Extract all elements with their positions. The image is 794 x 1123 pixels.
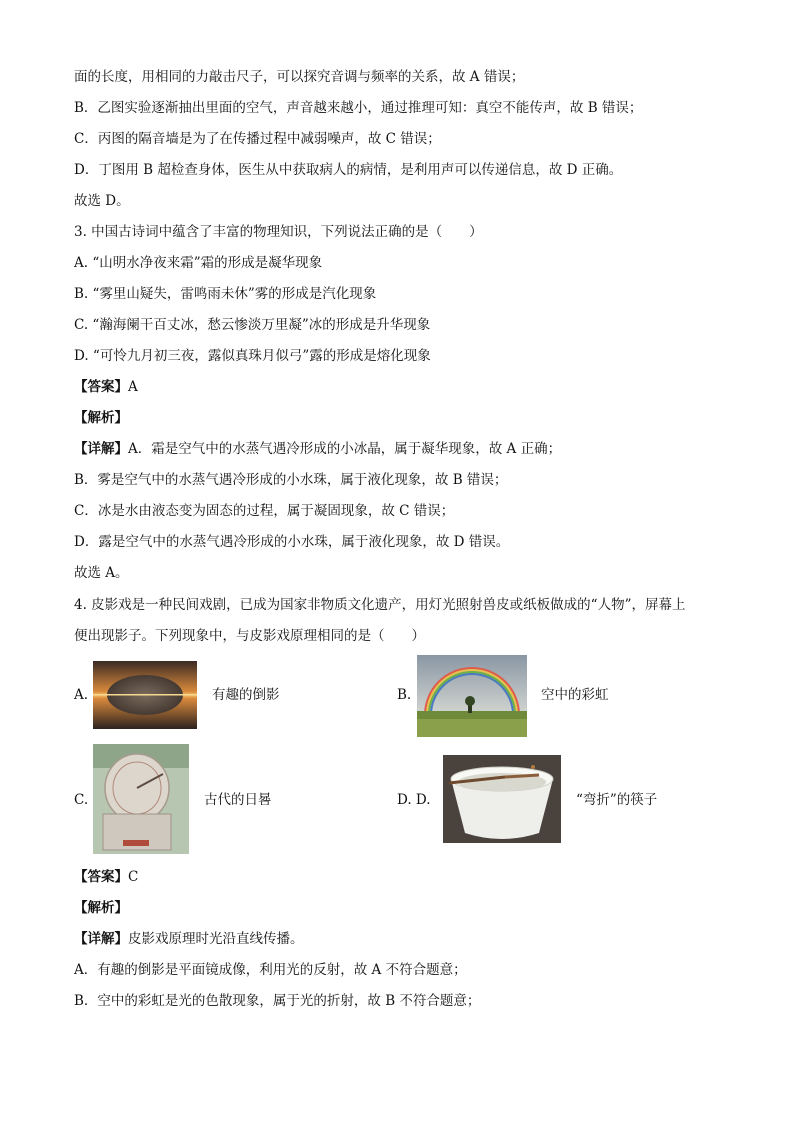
detail-tag: 【详解】 [74, 931, 128, 947]
question-3-answer [74, 378, 138, 396]
question-3-detail-d: D．露是空气中的水蒸气遇冷形成的小水珠，属于液化现象，故 D 错误。 [74, 534, 510, 550]
question-3-option-c: C. “瀚海阑干百丈冰，愁云惨淡万里凝”冰的形成是升华现象 [74, 317, 431, 333]
question-3-detail-a [74, 440, 561, 458]
text-line: D．丁图用 B 超检查身体，医生从中获取病人的病情，是利用声可以传递信息，故 D 正确。 [74, 162, 623, 178]
question-4-detail-intro [74, 930, 304, 948]
question-3-option-d: D. “可怜九月初三夜，露似真珠月似弓”露的形成是熔化现象 [74, 348, 431, 364]
question-3-option-b: B. “雾里山疑失，雷鸣雨未休”雾的形成是汽化现象 [74, 286, 377, 302]
detail-text: A．霜是空气中的水蒸气遇冷形成的小冰晶，属于凝华现象，故 A 正确； [128, 441, 562, 457]
answer-value: C [128, 869, 139, 885]
detail-text: 皮影戏原理时光沿直线传播。 [128, 931, 304, 947]
analysis-tag: 【解析】 [74, 410, 128, 426]
text-line: 故选 D。 [74, 193, 130, 209]
text-line: B．乙图实验逐渐抽出里面的空气，声音越来越小，通过推理可知：真空不能传声，故 B 错误； [74, 100, 643, 116]
question-4-stem-line2: 便出现影子。下列现象中，与皮影戏原理相同的是（ ） [74, 628, 425, 644]
option-d-label: D. D. [397, 792, 431, 808]
question-3-analysis [74, 409, 128, 427]
question-3-option-a: A. “山明水净夜来霜”霜的形成是凝华现象 [74, 255, 323, 271]
option-a-text: 有趣的倒影 [212, 687, 280, 703]
sundial-photo [93, 744, 189, 854]
option-b-text: 空中的彩虹 [541, 687, 609, 703]
question-4-detail-a: A．有趣的倒影是平面镜成像，利用光的反射，故 A 不符合题意； [74, 962, 467, 978]
question-3-detail-c: C．冰是水由液态变为固态的过程，属于凝固现象，故 C 错误； [74, 503, 455, 519]
text-line: C．丙图的隔音墙是为了在传播过程中减弱噪声，故 C 错误； [74, 131, 441, 147]
answer-tag: 【答案】 [74, 869, 128, 885]
question-4-stem-line1: 4. 皮影戏是一种民间戏剧，已成为国家非物质文化遗产，用灯光照射兽皮或纸板做成的“人物”，屏幕上 [74, 597, 686, 613]
question-3-detail-b: B．雾是空气中的水蒸气遇冷形成的小水珠，属于液化现象，故 B 错误； [74, 472, 508, 488]
option-a-label: A. [74, 687, 89, 703]
analysis-tag: 【解析】 [74, 900, 128, 916]
answer-tag: 【答案】 [74, 379, 128, 395]
question-4-detail-b: B．空中的彩虹是光的色散现象，属于光的折射，故 B 不符合题意； [74, 993, 481, 1009]
option-d-text: “弯折”的筷子 [576, 792, 658, 808]
question-3-stem: 3. 中国古诗词中蕴含了丰富的物理知识，下列说法正确的是（ ） [74, 224, 483, 240]
reflection-photo [93, 661, 197, 729]
rainbow-photo [417, 655, 527, 737]
text-line: 面的长度，用相同的力敲击尺子，可以探究音调与频率的关系，故 A 错误； [74, 69, 525, 85]
question-3-choose: 故选 A。 [74, 565, 129, 581]
option-c-text: 古代的日晷 [204, 792, 272, 808]
question-4-answer [74, 868, 138, 886]
chopsticks-bowl-photo [443, 755, 561, 843]
answer-value: A [128, 379, 138, 395]
option-c-label: C. [74, 792, 89, 808]
option-b-label: B. [397, 687, 412, 703]
detail-tag: 【详解】 [74, 441, 128, 457]
question-4-analysis [74, 899, 128, 917]
